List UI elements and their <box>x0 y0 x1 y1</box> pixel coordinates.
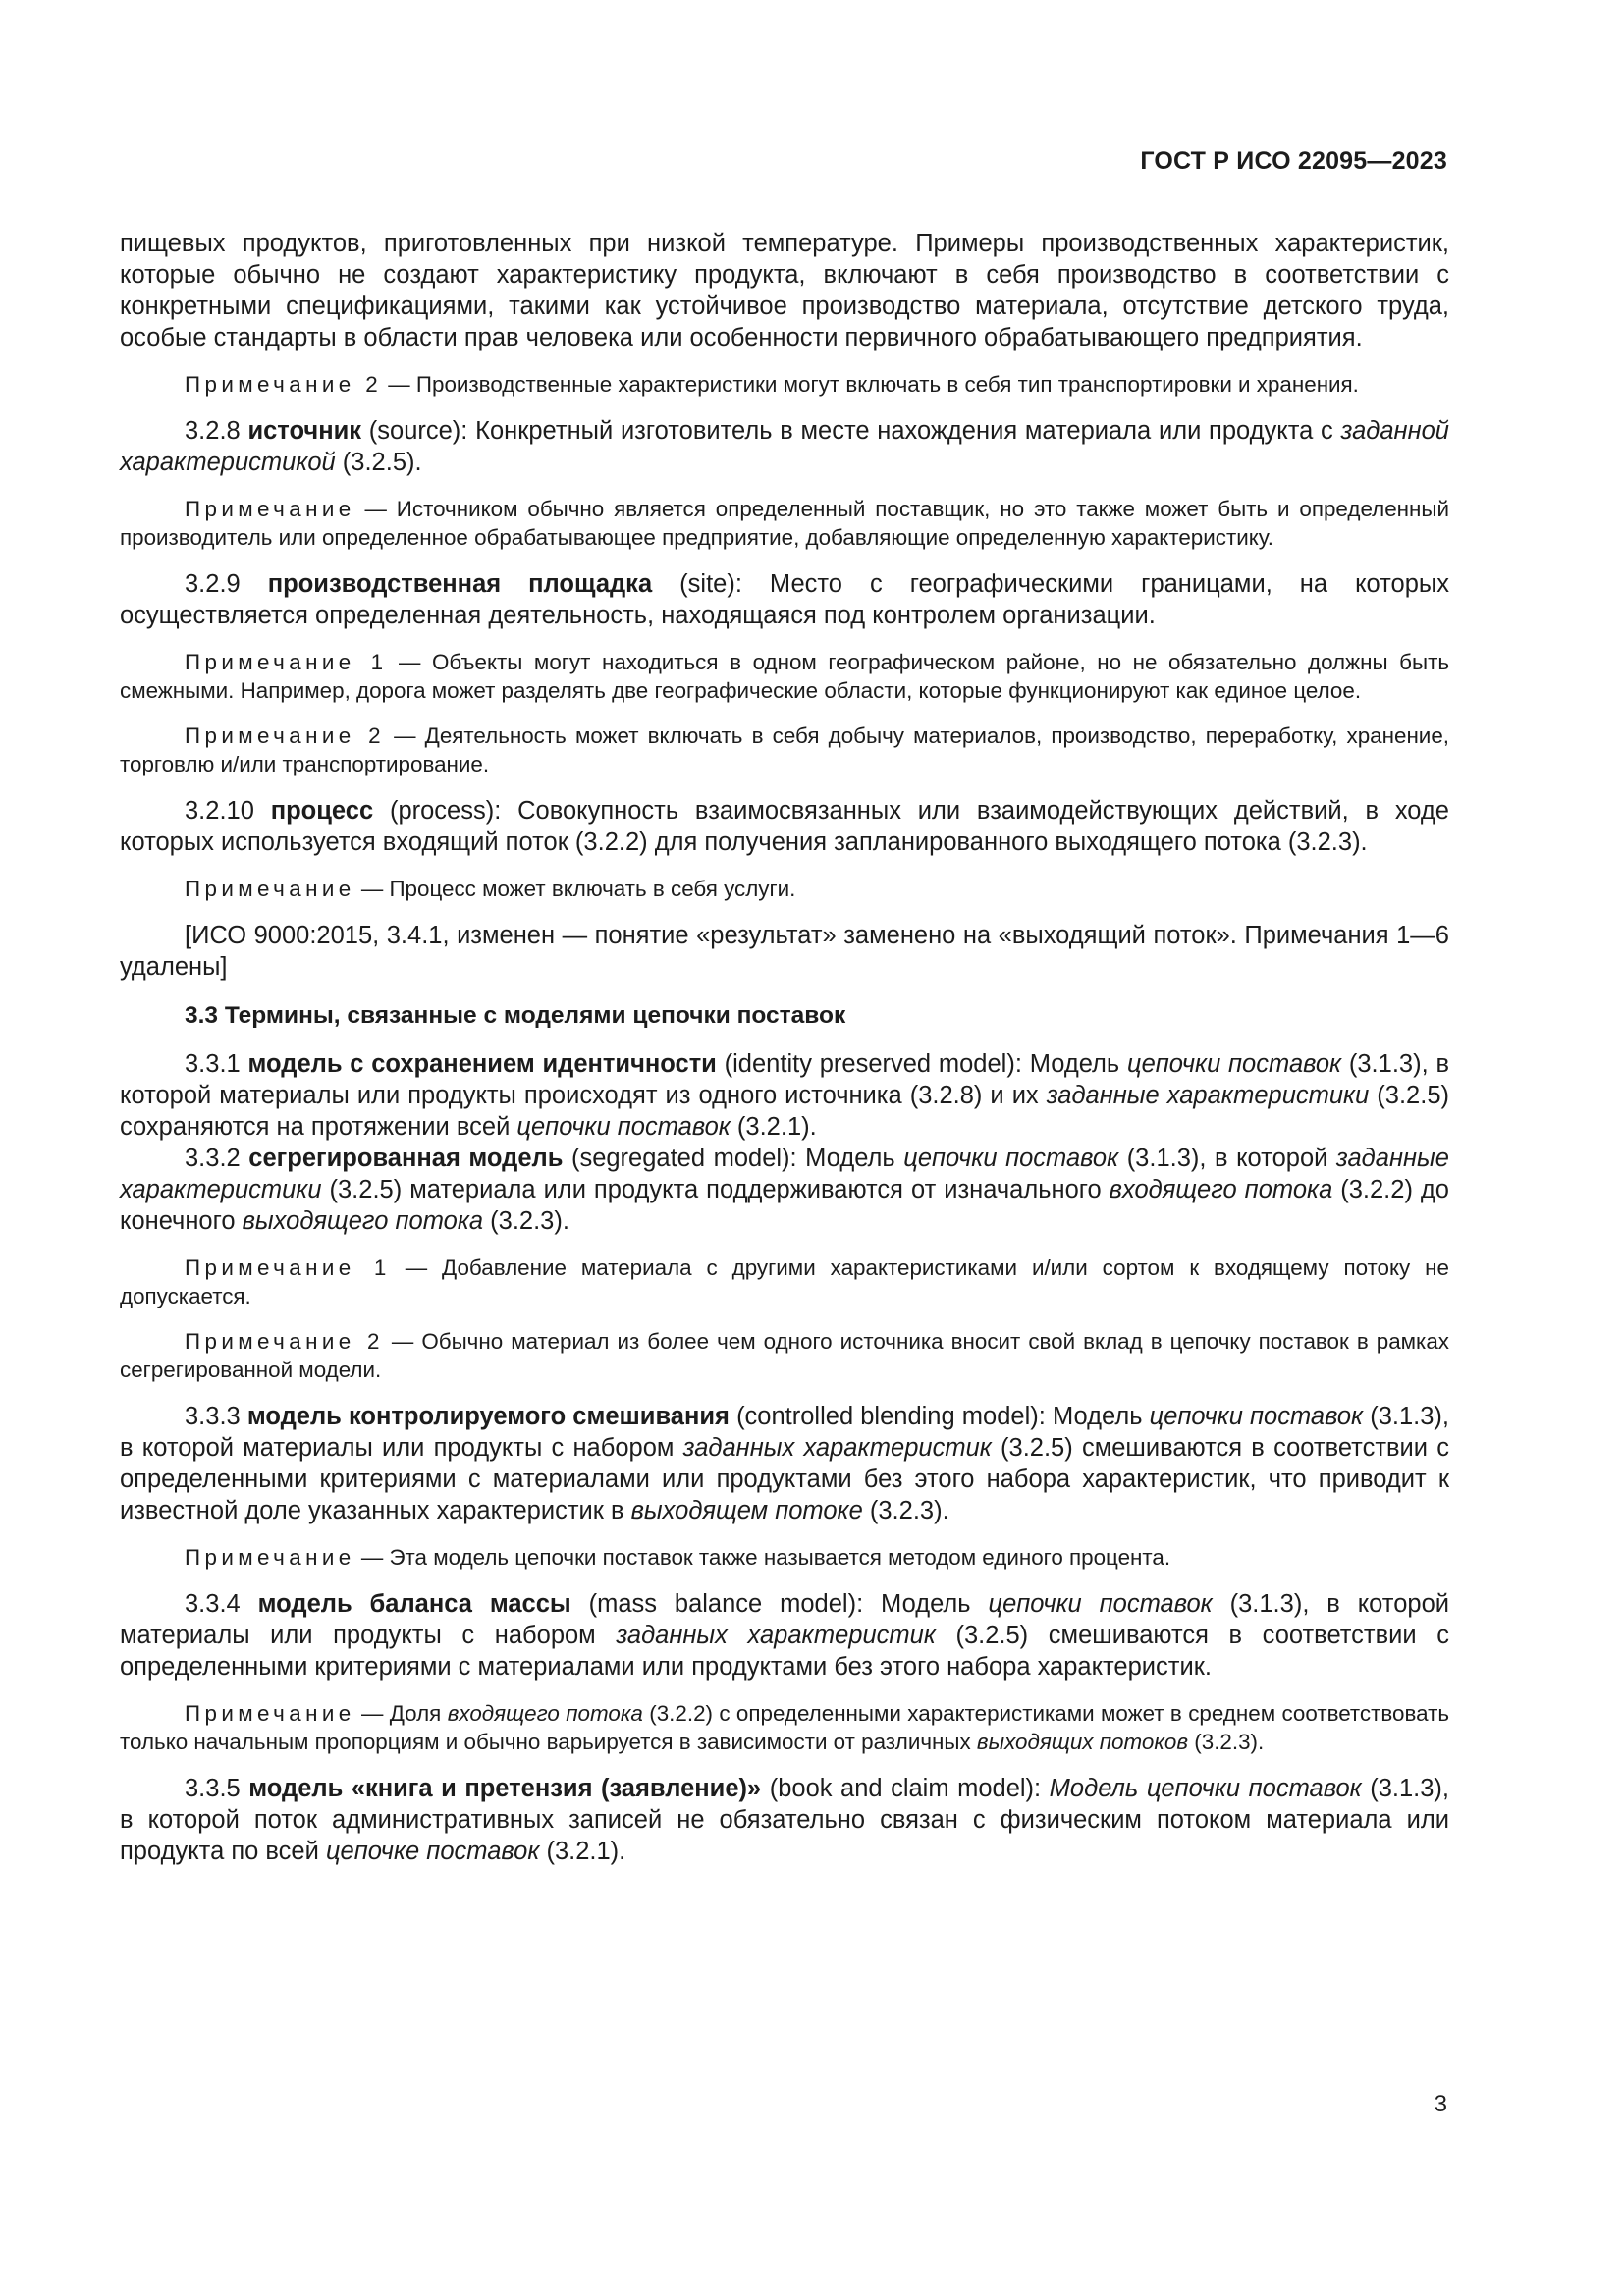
term-3-2-8: 3.2.8 источник (source): Конкретный изготовитель в месте нахождения материала или продукта с заданной характеристикой (3.2.5). <box>120 417 1449 476</box>
term-3-3-1: 3.3.1 модель с сохранением идентичности (identity preserved model): Модель цепочки поставок (3.1.3), в которой материалы или продукты происходят из одного источника (3.2.8) и их заданные характеристики (3.2.5) сохраняются на протяжении всей цепочки поставок (3.2.1). <box>120 1050 1449 1141</box>
term-3-3-3: 3.3.3 модель контролируемого смешивания (controlled blending model): Модель цепочки поставок (3.1.3), в которой материалы или продукты с набором заданных характеристик (3.2.5) смешиваются в соответствии с определенными критериями с материалами или продуктами без этого набора характеристик, что приводит к известной доле указанных характеристик в выходящем потоке (3.2.3). <box>120 1403 1450 1524</box>
note-3-2-8: Примечание — Источником обычно является определенный поставщик, но это также может быть и определенный производитель или определенное обрабатывающее предприятие, добавляющие определенную характеристику. <box>120 497 1449 550</box>
document-id-header: ГОСТ Р ИСО 22095—2023 <box>1140 147 1447 175</box>
note-3-3-2-1: Примечание 1 — Добавление материала с другими характеристиками и/или сортом к входящему потоку не допускается. <box>120 1255 1449 1308</box>
note-3-3-2-2: Примечание 2 — Обычно материал из более чем одного источника вносит свой вклад в цепочку поставок в рамках сегрегированной модели. <box>120 1329 1449 1382</box>
term-3-3-2: 3.3.2 сегрегированная модель (segregated model): Модель цепочки поставок (3.1.3), в которой заданные характеристики (3.2.5) материала или продукта поддерживаются от изначального входящего потока (3.2.2) до конечного выходящего потока (3.2.3). <box>120 1145 1449 1235</box>
term-3-2-10: 3.2.10 процесс (process): Совокупность взаимосвязанных или взаимодействующих действий, в ходе которых используется входящий поток (3.2.2) для получения запланированного выходящего потока (3.2.3). <box>120 797 1449 856</box>
note-3-2-9-2: Примечание 2 — Деятельность может включать в себя добычу материалов, производство, переработку, хранение, торговлю и/или транспортирование. <box>120 723 1449 776</box>
note-3-3-4: Примечание — Доля входящего потока (3.2.2) с определенными характеристиками может в среднем соответствовать только начальным пропорциям и обычно варьируется в зависимости от различных выходящих потоков (3.2.3). <box>120 1701 1450 1754</box>
note-3-2-9-1: Примечание 1 — Объекты могут находиться в одном географическом районе, но не обязательно должны быть смежными. Например, дорога может разделять две географические области, которые функционируют как единое целое. <box>120 650 1449 703</box>
source-reference-3-2-10: [ИСО 9000:2015, 3.4.1, изменен — понятие «результат» заменено на «выходящий поток». Примечания 1—6 удалены] <box>120 922 1449 981</box>
note-3-2-10: Примечание — Процесс может включать в себя услуги. <box>185 877 796 901</box>
page-number: 3 <box>1434 2091 1447 2117</box>
note-3-3-3: Примечание — Эта модель цепочки поставок также называется методом единого процента. <box>185 1545 1171 1570</box>
term-3-2-9: 3.2.9 производственная площадка (site): Место с географическими границами, на которых осуществляется определенная деятельность, находящаяся под контролем организации. <box>120 570 1449 629</box>
document-body <box>120 228 1449 1867</box>
note-3-2-7-2: Примечание 2 — Производственные характеристики могут включать в себя тип транспортировки и хранения. <box>185 372 1359 397</box>
paragraph-continuation: пищевых продуктов, приготовленных при низкой температуре. Примеры производственных характеристик, которые обычно не создают характеристику продукта, включают в себя производство в соответствии с конкретными спецификациями, такими как устойчивое производство материала, отсутствие детского труда, особые стандарты в области прав человека или особенности первичного обрабатывающего предприятия. <box>120 230 1449 351</box>
term-3-3-4: 3.3.4 модель баланса массы (mass balance model): Модель цепочки поставок (3.1.3), в которой материалы или продукты с набором заданных характеристик (3.2.5) смешиваются в соответствии с определенными критериями с материалами или продуктами без этого набора характеристик. <box>120 1590 1449 1681</box>
term-3-3-5: 3.3.5 модель «книга и претензия (заявление)» (book and claim model): Модель цепочки поставок (3.1.3), в которой поток административных записей не обязательно связан с физическим потоком материала или продукта по всей цепочке поставок (3.2.1). <box>120 1775 1449 1865</box>
section-heading-3-3: 3.3 Термины, связанные с моделями цепочки поставок <box>185 1002 846 1029</box>
